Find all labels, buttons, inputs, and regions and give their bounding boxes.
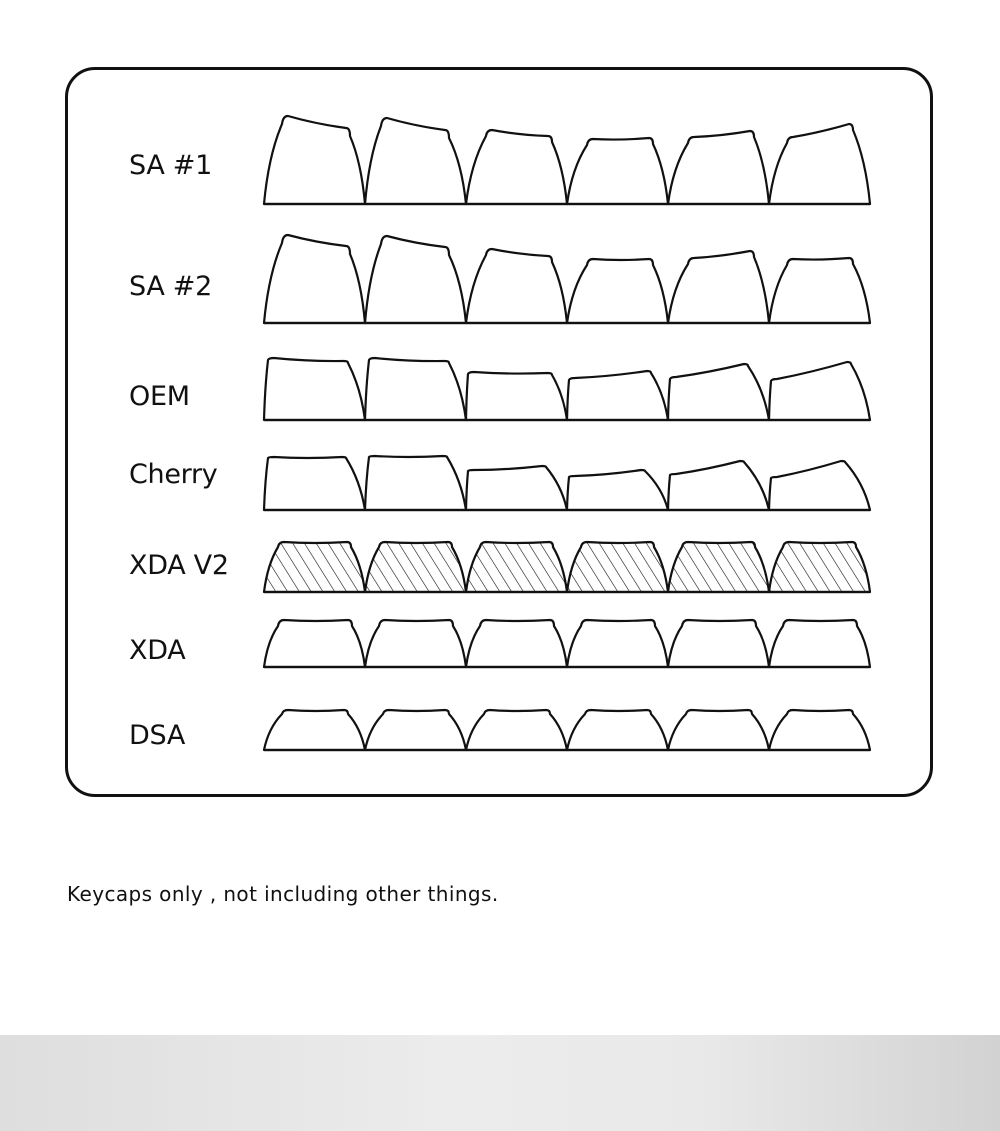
keycap-sa1-3 — [466, 130, 567, 204]
keycap-oem-5 — [668, 364, 769, 420]
keycap-sa2-3 — [466, 249, 567, 323]
keycap-xdav2-5 — [668, 542, 769, 592]
keycap-sa1-4 — [567, 138, 668, 204]
keycap-xdav2-1 — [264, 542, 365, 592]
keycap-oem-3 — [466, 372, 567, 420]
keycap-dsa-3 — [466, 710, 567, 750]
profile-row-xdav2 — [264, 542, 870, 592]
keycap-xda-3 — [466, 620, 567, 667]
keycap-oem-6 — [769, 362, 870, 420]
caption: Keycaps only , not including other things. — [67, 882, 499, 906]
keycap-sa2-6 — [769, 258, 870, 323]
profile-label-oem: OEM — [129, 381, 190, 412]
profile-label-cherry: Cherry — [129, 459, 218, 490]
profile-label-xdav2: XDA V2 — [129, 550, 229, 581]
keycap-sa1-1 — [264, 116, 365, 204]
keycap-xda-6 — [769, 620, 870, 667]
keycap-xdav2-4 — [567, 542, 668, 592]
keycap-xda-5 — [668, 620, 769, 667]
profile-row-cherry — [264, 456, 870, 510]
keycap-sa1-6 — [769, 124, 870, 204]
profile-row-xda — [264, 620, 870, 667]
keycap-cherry-1 — [264, 457, 365, 510]
profile-label-xda: XDA — [129, 635, 186, 666]
keycap-cherry-4 — [567, 470, 668, 510]
keycap-dsa-5 — [668, 710, 769, 750]
profile-label-sa2: SA #2 — [129, 271, 212, 302]
keycap-oem-2 — [365, 358, 466, 420]
profile-row-oem — [264, 358, 870, 420]
keycap-cherry-2 — [365, 456, 466, 510]
keycap-cherry-6 — [769, 461, 870, 510]
keycap-dsa-1 — [264, 710, 365, 750]
keycap-dsa-4 — [567, 710, 668, 750]
keycap-cherry-3 — [466, 466, 567, 510]
keycap-dsa-2 — [365, 710, 466, 750]
keycap-cherry-5 — [668, 461, 769, 510]
keycap-xdav2-6 — [769, 542, 870, 592]
keycap-sa1-2 — [365, 118, 466, 204]
keycap-oem-1 — [264, 358, 365, 420]
keycap-xdav2-2 — [365, 542, 466, 592]
keycap-oem-4 — [567, 371, 668, 420]
keycap-dsa-6 — [769, 710, 870, 750]
keycap-xda-1 — [264, 620, 365, 667]
keycap-xda-4 — [567, 620, 668, 667]
keycap-xdav2-3 — [466, 542, 567, 592]
footer-band — [0, 1035, 1000, 1131]
keycap-xda-2 — [365, 620, 466, 667]
keycap-sa2-4 — [567, 259, 668, 323]
profile-label-sa1: SA #1 — [129, 150, 212, 181]
keycap-sa2-1 — [264, 235, 365, 323]
profile-row-sa2 — [264, 235, 870, 323]
keycap-sa1-5 — [668, 131, 769, 204]
profile-label-dsa: DSA — [129, 720, 186, 751]
profile-row-dsa — [264, 710, 870, 750]
profile-row-sa1 — [264, 116, 870, 204]
keycap-sa2-2 — [365, 236, 466, 323]
keycap-sa2-5 — [668, 251, 769, 323]
